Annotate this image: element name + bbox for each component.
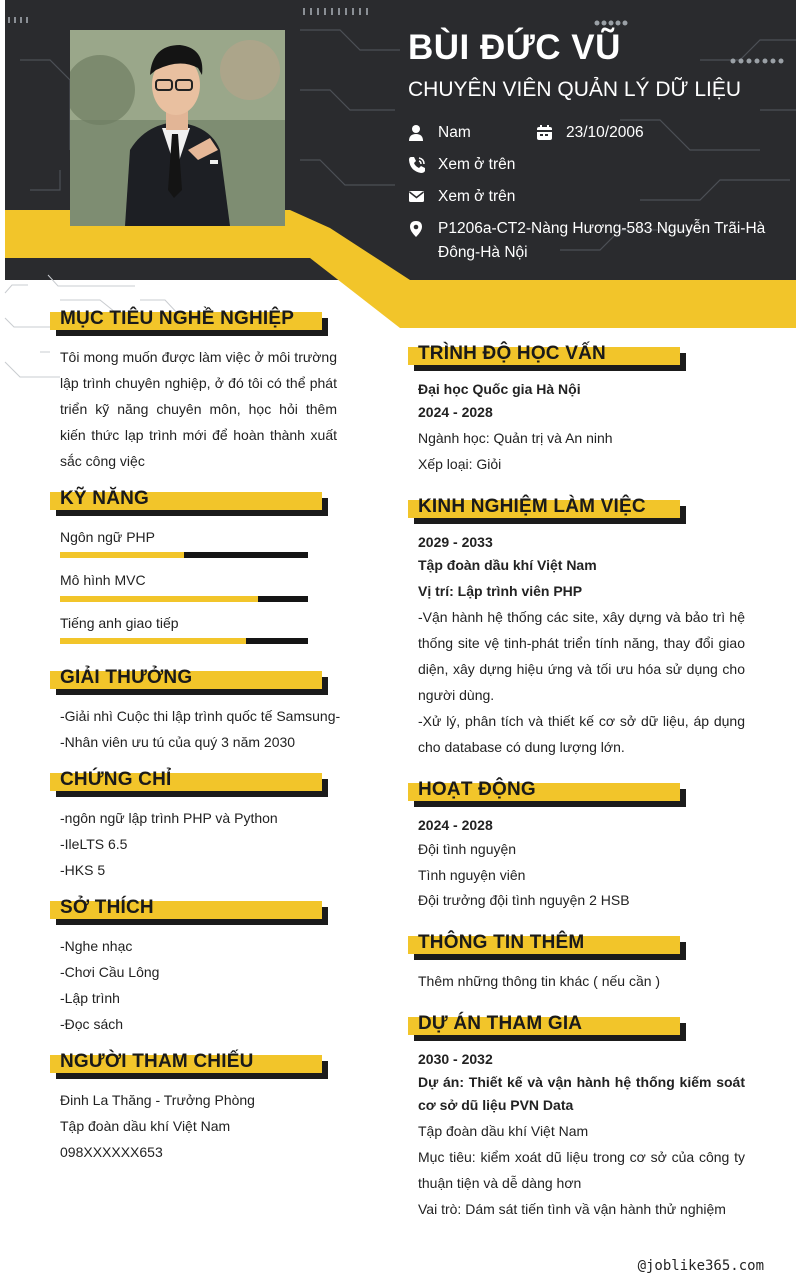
skill-fill [60,552,184,558]
experience-desc-1: -Vận hành hệ thống các site, xây dựng và bảo trì hệ thống site vệ tinh-phát triển tính năng, thay đổi giao diện, xây dựng hiệu ứng và tối ưu hóa sử dụng cho người dùng. [418,609,745,703]
education-details [418,425,745,477]
objective-text: Tôi mong muốn được làm việc ở môi trường lập trình chuyên nghiệp, ở đó tôi có thể phát triển kỹ năng chuyên môn, học hỏi thêm kiến thức lạp trình mới để hoàn thành xuất sắc công việc [60,349,337,469]
mail-icon [408,188,426,206]
education-period: 2024 - 2028 [418,404,493,420]
reference-heading-label: NGƯỜI THAM CHIẾU [60,1051,254,1072]
activities-period: 2024 - 2028 [418,817,493,833]
projects-period: 2030 - 2032 [418,1051,493,1067]
education-heading-label: TRÌNH ĐỘ HỌC VẤN [418,343,606,364]
list-item: -Lập trình [60,990,120,1006]
address-value: P1206a-CT2-Nàng Hương-583 Nguyễn Trãi-Hà Đông-Hà Nội [438,220,766,261]
list-item: Tình nguyện viên [418,866,526,883]
experience-heading-label: KINH NGHIỆM LÀM VIỆC [418,496,646,517]
list-item: Đội tình nguyện [418,841,517,857]
awards-list [60,703,350,755]
birthday-value: 23/10/2006 [566,124,644,141]
person-icon [408,124,426,142]
project-name: Dự án: Thiết kế và vận hành hệ thống kiếm soát cơ sở dũ liệu PVN Data [418,1074,745,1113]
certificates-heading-label: CHỨNG CHỈ [60,769,172,790]
gender-value: Nam [438,124,471,141]
skill-label: Mô hình MVC [60,572,146,588]
email-value: Xem ở trên [438,188,516,205]
location-pin-icon [408,220,426,238]
experience-block [418,531,745,577]
extra-heading-label: THÔNG TIN THÊM [418,932,585,953]
experience-period: 2029 - 2033 [418,534,493,550]
school-name: Đại học Quốc gia Hà Nội [418,381,581,397]
experience-position: Vị trí: Lập trình viên PHP [418,583,583,599]
objective-heading-label: MỤC TIÊU NGHỀ NGHIỆP [60,308,295,329]
list-item: -Chơi Cầu Lông [60,964,160,980]
email-row [408,185,708,209]
experience-desc-2: -Xử lý, phân tích và thiết kế cơ sở dữ liệu, áp dụng cho database có dung lượng lớn. [418,713,745,755]
project-company: Tập đoàn dầu khí Việt Nam [418,1123,589,1139]
skill-bar-mvc [60,596,308,602]
calendar-icon [536,124,554,142]
profile-photo [70,30,285,226]
skill-bar-php [60,552,308,558]
skill-bar-english [60,638,308,644]
list-item: -ngôn ngữ lập trình PHP và Python [60,810,278,826]
education-grade: Xếp loại: Giỏi [418,456,502,472]
phone-icon [408,156,426,174]
certificates-list [60,805,350,883]
list-item: 098XXXXXX653 [60,1144,163,1160]
list-item: Đinh La Thăng - Trưởng Phòng [60,1092,255,1108]
list-item: Tập đoàn dầu khí Việt Nam [60,1118,231,1134]
list-item: -IleLTS 6.5 [60,836,128,852]
project-role: Vai trò: Dám sát tiến tình vầ vận hành thử nghiệm [418,1201,726,1217]
address-row [408,217,780,267]
list-item: -Đọc sách [60,1016,124,1032]
list-item: -Nghe nhạc [60,938,133,954]
skill-fill [60,596,258,602]
birthday-row [536,121,736,145]
hobbies-list [60,933,350,1037]
skill-fill [60,638,246,644]
phone-value: Xem ở trên [438,156,516,173]
watermark: @joblike365.com [637,1258,764,1274]
list-item: -Giải nhì Cuộc thi lập trình quốc tế Samsung- [60,708,341,724]
phone-row [408,153,708,177]
project-goal: Mục tiêu: kiểm xoát dũ liệu trong cơ sở của công ty thuận tiện và dễ dàng hơn [418,1149,745,1191]
skills-heading-label: KỸ NĂNG [60,488,150,509]
projects-heading-label: DỰ ÁN THAM GIA [418,1013,583,1034]
education-block [418,378,745,424]
gender-row [408,121,528,145]
activities-heading-label: HOẠT ĐỘNG [418,779,536,800]
list-item: -HKS 5 [60,862,106,878]
education-major: Ngành học: Quản trị và An ninh [418,430,613,446]
experience-company: Tập đoàn dầu khí Việt Nam [418,557,597,573]
awards-heading-label: GIẢI THƯỞNG [60,667,193,688]
activities-list [418,837,745,914]
list-item: Đội trưởng đội tình nguyện 2 HSB [418,892,630,908]
job-title: CHUYÊN VIÊN QUẢN LÝ DỮ LIỆU [408,78,742,101]
skill-label: Tiếng anh giao tiếp [60,615,179,631]
skill-label: Ngôn ngữ PHP [60,529,155,545]
candidate-name: BÙI ĐỨC VŨ [408,28,621,67]
reference-list [60,1087,350,1165]
list-item: -Nhân viên ưu tú của quý 3 năm 2030 [60,734,296,750]
extra-text: Thêm những thông tin khác ( nếu cần ) [418,973,661,989]
hobbies-heading-label: SỞ THÍCH [60,897,154,918]
